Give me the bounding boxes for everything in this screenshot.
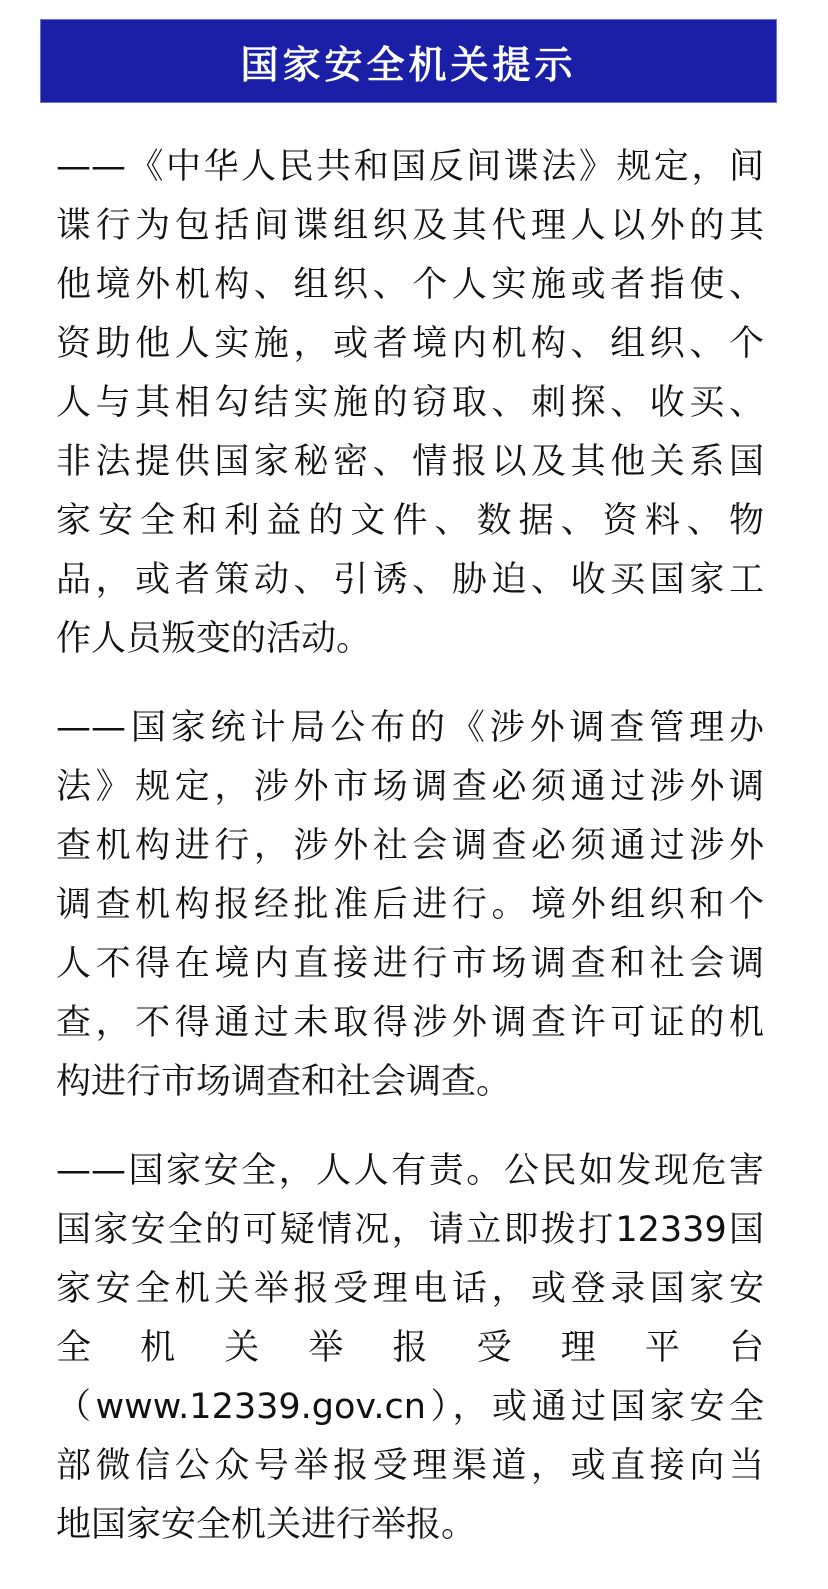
text-line: 全机关举报受理平台 — [56, 1328, 764, 1368]
text-line: 构进行市场调查和社会调查。 — [56, 1062, 512, 1102]
text-line: 调查机构报经批准后进行。境外组织和个 — [56, 885, 764, 925]
banner-title: 国家安全机关提示 — [240, 42, 577, 87]
text-line: 查，不得通过未取得涉外调查许可证的机 — [56, 1003, 764, 1043]
text-line: 部微信公众号举报受理渠道，或直接向当 — [56, 1446, 764, 1486]
text-line: 查机构进行，涉外社会调查必须通过涉外 — [56, 826, 764, 866]
paragraph-foreign-survey-rules — [56, 699, 764, 1112]
paragraph-counter-espionage-law — [56, 138, 764, 669]
paragraph-reporting-channels — [56, 1142, 764, 1555]
text-line: 品，或者策动、引诱、胁迫、收买国家工 — [56, 560, 764, 600]
text-line: 地国家安全机关进行举报。 — [56, 1505, 477, 1545]
text-line: 国家安全的可疑情况，请立即拨打12339国 — [56, 1210, 764, 1250]
notice-content — [56, 138, 764, 1585]
text-line: 他境外机构、组织、个人实施或者指使、 — [56, 265, 764, 305]
text-line: 法》规定，涉外市场调查必须通过涉外调 — [56, 767, 764, 807]
text-line: 人不得在境内直接进行市场调查和社会调 — [56, 944, 764, 984]
text-line: 非法提供国家秘密、情报以及其他关系国 — [56, 442, 764, 482]
text-line: ——国家安全，人人有责。公民如发现危害 — [56, 1151, 764, 1191]
text-line: ——国家统计局公布的《涉外调查管理办 — [56, 708, 764, 748]
notice-banner — [40, 19, 777, 103]
text-line: ——《中华人民共和国反间谍法》规定，间 — [56, 147, 764, 187]
text-line: 家安全和利益的文件、数据、资料、物 — [56, 501, 764, 541]
text-line: 资助他人实施，或者境内机构、组织、个 — [56, 324, 764, 364]
text-line: （www.12339.gov.cn），或通过国家安全 — [56, 1387, 764, 1427]
text-line: 作人员叛变的活动。 — [56, 619, 372, 659]
text-line: 家安全机关举报受理电话，或登录国家安 — [56, 1269, 764, 1309]
text-line: 谍行为包括间谍组织及其代理人以外的其 — [56, 206, 764, 246]
text-line: 人与其相勾结实施的窃取、刺探、收买、 — [56, 383, 764, 423]
